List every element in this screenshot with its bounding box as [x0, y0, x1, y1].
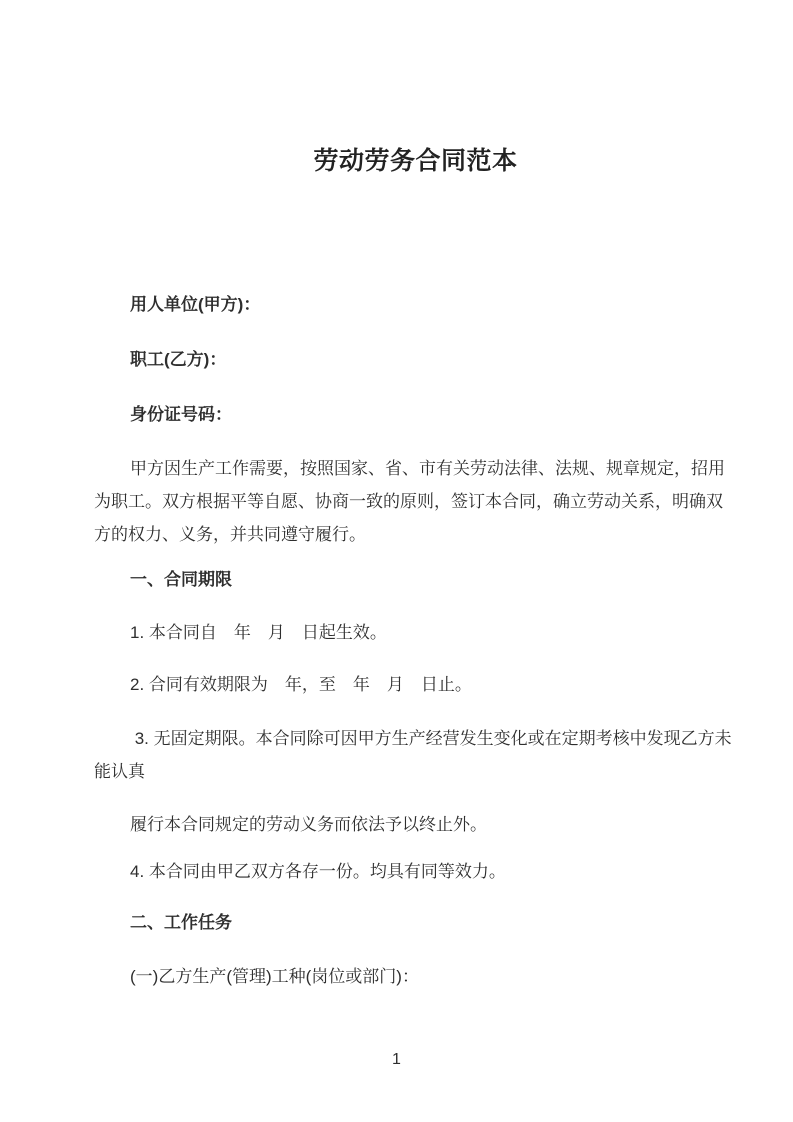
- section-2-heading: 二、工作任务: [130, 913, 232, 932]
- document-title: 劳动劳务合同范本: [313, 147, 518, 175]
- preamble-line-2: 为职工。双方根据平等自愿、协商一致的原则，签订本合同，确立劳动关系，明确双: [94, 492, 723, 511]
- section-1-clause-4: 4. 本合同由甲乙双方各存一份。均具有同等效力。: [130, 862, 506, 881]
- section-1-clause-3-line-2: 能认真: [94, 762, 145, 781]
- employee-field-label: 职工(乙方)：: [130, 350, 227, 369]
- page-number: 1: [392, 1051, 401, 1068]
- preamble-line-1: 甲方因生产工作需要，按照国家、省、市有关劳动法律、法规、规章规定，招用: [130, 459, 725, 478]
- section-1-clause-3: [94, 722, 737, 788]
- employer-field-label: 用人单位(甲方)：: [130, 295, 261, 314]
- section-2-clause-1: (一)乙方生产(管理)工种(岗位或部门)：: [130, 967, 419, 986]
- preamble-paragraph: [94, 452, 737, 551]
- section-1-heading: 一、合同期限: [130, 570, 232, 589]
- section-1-clause-3-line-1: 3. 无固定期限。本合同除可因甲方生产经营发生变化或在定期考核中发现乙方未: [130, 729, 732, 748]
- section-1-clause-3-continuation: 履行本合同规定的劳动义务而依法予以终止外。: [130, 815, 487, 834]
- section-1-clause-2: 2. 合同有效期限为 年，至 年 月 日止。: [130, 675, 472, 694]
- preamble-line-3: 方的权力、义务，并共同遵守履行。: [94, 525, 366, 544]
- id-number-field-label: 身份证号码：: [130, 405, 232, 424]
- document-body: [0, 143, 793, 993]
- section-1-clause-1: 1. 本合同自 年 月 日起生效。: [130, 623, 387, 642]
